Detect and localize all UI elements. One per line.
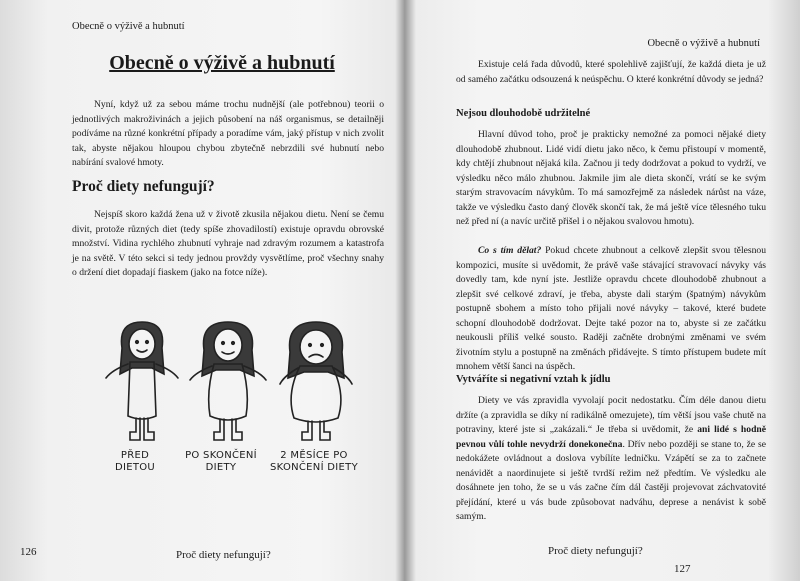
figure-label-after: PO SKONČENÍ DIETY [185, 450, 257, 473]
subhead-1-block [456, 108, 766, 119]
what-to-do-lead: Co s tím dělat? [478, 245, 542, 256]
para-3-block [456, 244, 766, 375]
para-4-end: . Dřív nebo později se stane to, že se nedokážete ovládnout a doslova vybílíte ledničku. Vzápětí se za to začnete nenávidět a naordinujete si ještě tvrdší režim než předtím. Ve výsledku ale dosáhnete jen toho, že se u vás začne čím dál častěji projevovat záchvatovité přejídání, které u vás bude způsobovat nadváhu, deprese a nenávist k sobě samým. [456, 438, 766, 522]
woman-after-diet [190, 322, 266, 440]
section-paragraph-block [72, 208, 384, 281]
para-2-block [456, 128, 766, 230]
running-head-left: Obecně o výživě a hubnutí [72, 21, 185, 32]
para-4-start: Diety ve vás zpravidla vyvolají pocit nedostatku. Čím déle danou dietu držíte (a zpravidla se díky ní radikálně omezujete), tím větší jsou vaše chutě na potraviny, které jste si „zakázali.“ Je třeba si uvědomit, že [456, 395, 766, 435]
section-title: Proč diety nefungují? [72, 178, 215, 195]
chapter-title: Obecně o výživě a hubnutí [109, 52, 335, 74]
figure-label-two-months: 2 MĚSÍCE PO SKONČENÍ DIETY [269, 450, 358, 473]
intro-paragraph-block [72, 98, 384, 171]
what-to-do-text: Pokud chcete zhubnout a celkově zlepšit svou tělesnou kompozici, musíte si uvědomit, že právě vaše stávající stravovací návyky vás dovedly tam, kde nyní jste. Jestliže opravdu chcete dlouhodobě zhubnout a zlepšit své celkové zdraví, je třeba, abyste dali starým (špatným) návykům postupně sbohem a místo toho přijali nové návyky – takové, které budete schopní dlouhodobě dodržovat. Dejte také pozor na to, abyste si ze začátku neukousli příliš velké sousto. Raději začněte drobnými změnami ve svém životním stylu a postupně na změnách přidávejte. S tímto přístupem budete mít mnohem větší šanci na úspěch. [456, 245, 766, 372]
footer-title-right: Proč diety nefungují? [548, 545, 643, 557]
paragraph-negative-relationship [456, 394, 766, 525]
paragraph-what-to-do [456, 244, 766, 375]
right-page [408, 0, 800, 581]
paragraph-main-reason: Hlavní důvod toho, proč je prakticky nemožné za pomoci nějaké diety dlouhodobě zhubnout. Lidé vidí dietu jako něco, k čemu přistoupí v momentě, kdy chtějí zhubnout nějaká kila. Začnou ji tedy dodržovat a pokud to vydrží, ve výsledku něco málo zhubnou. Jakmile jim ale dieta skončí, vrátí se ke svým starým stravovacím návykům. To má samozřejmě za následek nárůst na váze, takže ve výsledku často daný člověk skončí tak, že má ještě více tělesného tuku než před ní (a navíc určitě přišel i o nějakou svalovou hmotu). [456, 129, 766, 227]
page-number-left: 126 [20, 546, 37, 558]
para-4-block [456, 394, 766, 525]
intro-paragraph: Nyní, když už za sebou máme trochu nudnější (ale potřebnou) teorii o jednotlivých makroživinách a jejich působení na náš organismus, se detailněji podíváme na různé konkrétní případy a poradíme vám, jaký přístup v nich zvolit tak, abyste nějakou hloupou chybou zbytečně nebrzdili své hubnutí nebo nabírání svalové hmoty. [72, 99, 384, 168]
woman-two-months-after-diet [280, 322, 352, 440]
right-intro-paragraph: Existuje celá řada důvodů, které spolehlivě zajišťují, že každá dieta je už od samého začátku odsouzená k neúspěchu. O které konkrétní důvody se jedná? [456, 59, 766, 85]
subheading-negative-relationship: Vytváříte si negativní vztah k jídlu [456, 374, 611, 385]
right-intro-block [456, 58, 766, 87]
subheading-not-sustainable: Nejsou dlouhodobě udržitelné [456, 108, 591, 119]
page-number-right: 127 [674, 563, 691, 575]
section-heading-block [72, 178, 384, 196]
diet-cartoon-figure [100, 318, 360, 488]
cartoon-drawing [100, 318, 360, 448]
figure-label-before: PŘED DIETOU [114, 450, 156, 473]
running-head-right: Obecně o výživě a hubnutí [647, 38, 760, 49]
footer-title-left: Proč diety nefungují? [176, 549, 271, 561]
para-4-bold: ani lidé s hodně pevnou vůlí tohle nevydrží donekonečna [456, 424, 766, 450]
subhead-2-block [456, 374, 766, 385]
woman-before-diet [106, 322, 178, 440]
section-paragraph: Nejspíš skoro každá žena už v životě zkusila nějakou dietu. Není se čemu divit, protože různých diet (tedy spíše zhovadilostí) existuje opravdu obrovské množství. Vidina rychlého zhubnutí vyhraje nad zdravým rozumem a katastrofa je na světě. V této sekci si tedy jednou provždy vysvětlíme, proč všechny snahy o držení diet dopadají fiaskem (jako na fotce níže). [72, 209, 384, 278]
